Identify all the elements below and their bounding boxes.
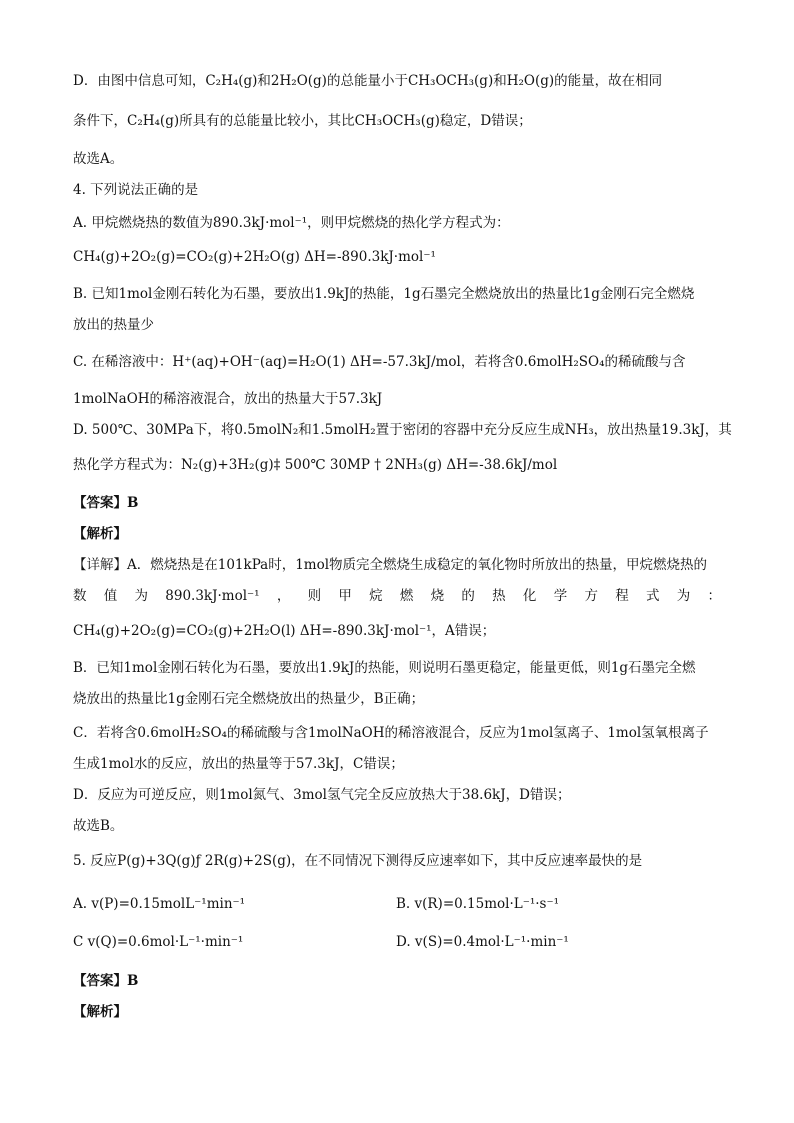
equation: CH₄(g)+2O₂(g)=CO₂(g)+2H₂O(l) ΔH=-890.3kJ·mol⁻¹，A错误； [73,623,496,639]
explanation-line: D．反应为可逆反应，则1mol氮气、3mol氢气完全反应放热大于38.6kJ，D错误； [73,787,571,803]
text-line: 故选B。 [73,818,124,834]
option-c: C. 在稀溶液中：H⁺(aq)+OH⁻(aq)=H₂O(1) ΔH=-57.3kJ/mol，若将含0.6molH₂SO₄的稀硫酸与含 [73,354,686,370]
text-line: 1molNaOH的稀溶液混合，放出的热量大于57.3kJ [73,391,383,407]
text-line: 故选A。 [73,151,124,167]
option-b: B. 已知1mol金刚石转化为石墨，要放出1.9kJ的热能，1g石墨完全燃烧放出的热量比1g金刚石完全燃烧 [73,286,695,302]
option-a: A. 甲烷燃烧热的数值为890.3kJ·mol⁻¹，则甲烷燃烧的热化学方程式为： [73,215,510,231]
text-line: 放出的热量少 [73,317,154,333]
option-d: D. 500℃、30MPa下，将0.5molN₂和1.5molH₂置于密闭的容器中充分反应生成NH₃，放出热量19.3kJ，其 [73,422,732,438]
option-a: A. v(P)=0.15mol⁡L⁻¹⁡min⁻¹ [73,896,246,912]
equation: CH₄(g)+2O₂(g)=CO₂(g)+2H₂O(g) ΔH=-890.3kJ·mol⁻¹ [73,249,436,265]
explanation-line: B．已知1mol金刚石转化为石墨，要放出1.9kJ的热能，则说明石墨更稳定，能量更低，则1g石墨完全燃 [73,660,696,676]
explanation-line: 数值为890.3kJ·mol⁻¹，则甲烷燃烧的热化学方程式为： [73,588,721,604]
option-b: B. v(R)=0.15mol·L⁻¹·s⁻¹ [396,896,559,912]
answer-label: 【答案】B [73,495,139,511]
question-4-stem: 4. 下列说法正确的是 [73,182,199,198]
text-line: 条件下，C₂H₄(g)所具有的总能量比较小，其比CH₃OCH₃(g)稳定，D错误； [73,113,532,129]
question-5-stem: 5. 反应P(g)+3Q(g)ƒ 2R(g)+2S(g)，在不同情况下测得反应速率如下，其中反应速率最快的是 [73,853,643,869]
explanation-line: 【详解】A．燃烧热是在101kPa时，1mol物质完全燃烧生成稳定的氧化物时所放出的热量，甲烷燃烧热的 [73,557,708,573]
equation: 热化学方程式为：N₂(g)+3H₂(g)‡ 500℃ 30MP † 2NH₃(g) ΔH=-38.6kJ/mol [73,457,558,473]
text-line: D．由图中信息可知，C₂H₄(g)和2H₂O(g)的总能量小于CH₃OCH₃(g)和H₂O(g)的能量，故在相同 [73,73,663,89]
option-d: D. v(S)=0.4mol·L⁻¹·min⁻¹ [396,934,569,950]
answer-label: 【答案】B [73,973,139,989]
explanation-line: 烧放出的热量比1g金刚石完全燃烧放出的热量少，B正确； [73,691,425,707]
analysis-label: 【解析】 [73,526,127,542]
analysis-label: 【解析】 [73,1004,127,1020]
explanation-line: 生成1mol水的反应，放出的热量等于57.3kJ，C错误； [73,756,404,772]
option-c: C v(Q)=0.6mol·L⁻¹·min⁻¹ [73,934,244,950]
explanation-line: C．若将含0.6molH₂SO₄的稀硫酸与含1molNaOH的稀溶液混合，反应为1mol氢离子、1mol氢氧根离子 [73,725,709,741]
